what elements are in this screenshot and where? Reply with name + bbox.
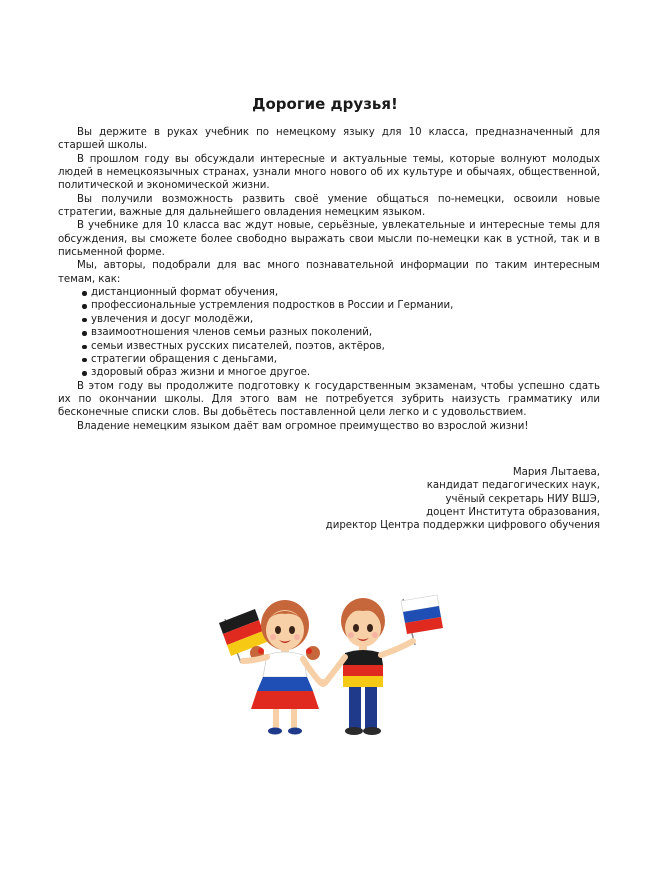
author-title: директор Центра поддержки цифрового обучения: [325, 520, 600, 532]
list-item: взаимоотношения членов семьи разных поколений,: [58, 326, 600, 339]
topics-list: [58, 286, 600, 379]
author-title: кандидат педагогических наук,: [426, 480, 600, 492]
list-item: здоровый образ жизни и многое другое.: [58, 366, 600, 379]
author-signature: [326, 466, 600, 533]
author-title: учёный секретарь НИУ ВШЭ,: [445, 493, 600, 505]
author-title: доцент Института образования,: [426, 507, 600, 519]
author-name: Мария Лытаева,: [512, 467, 600, 478]
list-item: увлечения и досуг молодёжи,: [58, 313, 600, 326]
page-title: Дорогие друзья!: [252, 95, 398, 113]
paragraph: Вы держите в руках учебник по немецкому языку для 10 класса, предназначенный для старшей школы.: [58, 127, 600, 152]
list-item: профессиональные устремления подростков в России и Германии,: [58, 299, 600, 312]
intro-text: [58, 126, 600, 433]
paragraph: В учебнике для 10 класса вас ждут новые, серьёзные, увлекательные и интересные темы для обсуждения, вы сможете более свободно выражать свои мысли по-немецки как в устной, так и в письменной форме.: [58, 220, 600, 259]
russian-flag-icon: [401, 595, 443, 645]
boy-figure: [325, 598, 413, 735]
paragraph: В прошлом году вы обсуждали интересные и актуальные темы, которые волнуют молодых людей в немецкоязычных странах, узнали много нового об их культуре и обычаях, общественной, политической и экономической жизни.: [58, 153, 600, 192]
paragraph: Владение немецким языком даёт вам огромное преимущество во взрослой жизни!: [77, 420, 529, 432]
paragraph: Мы, авторы, подобрали для вас много познавательной информации по таким интересным темам, как:: [58, 260, 600, 285]
children-with-flags-illustration: [215, 585, 445, 745]
list-item: стратегии обращения с деньгами,: [58, 353, 600, 366]
paragraph: Вы получили возможность развить своё умение общаться по-немецки, освоили новые стратегии, важные для дальнейшего овладения немецким языком.: [58, 193, 600, 219]
list-item: дистанционный формат обучения,: [58, 286, 600, 299]
list-item: семьи известных русских писателей, поэтов, актёров,: [58, 340, 600, 353]
paragraph: В этом году вы продолжите подготовку к государственным экзаменам, чтобы успешно сдать их по окончании школы. Для этого вам не потребуется зубрить наизусть грамматику или бесконечные списки слов. Вы добьётесь поставленной цели легко и с удовольствием.: [58, 380, 600, 419]
